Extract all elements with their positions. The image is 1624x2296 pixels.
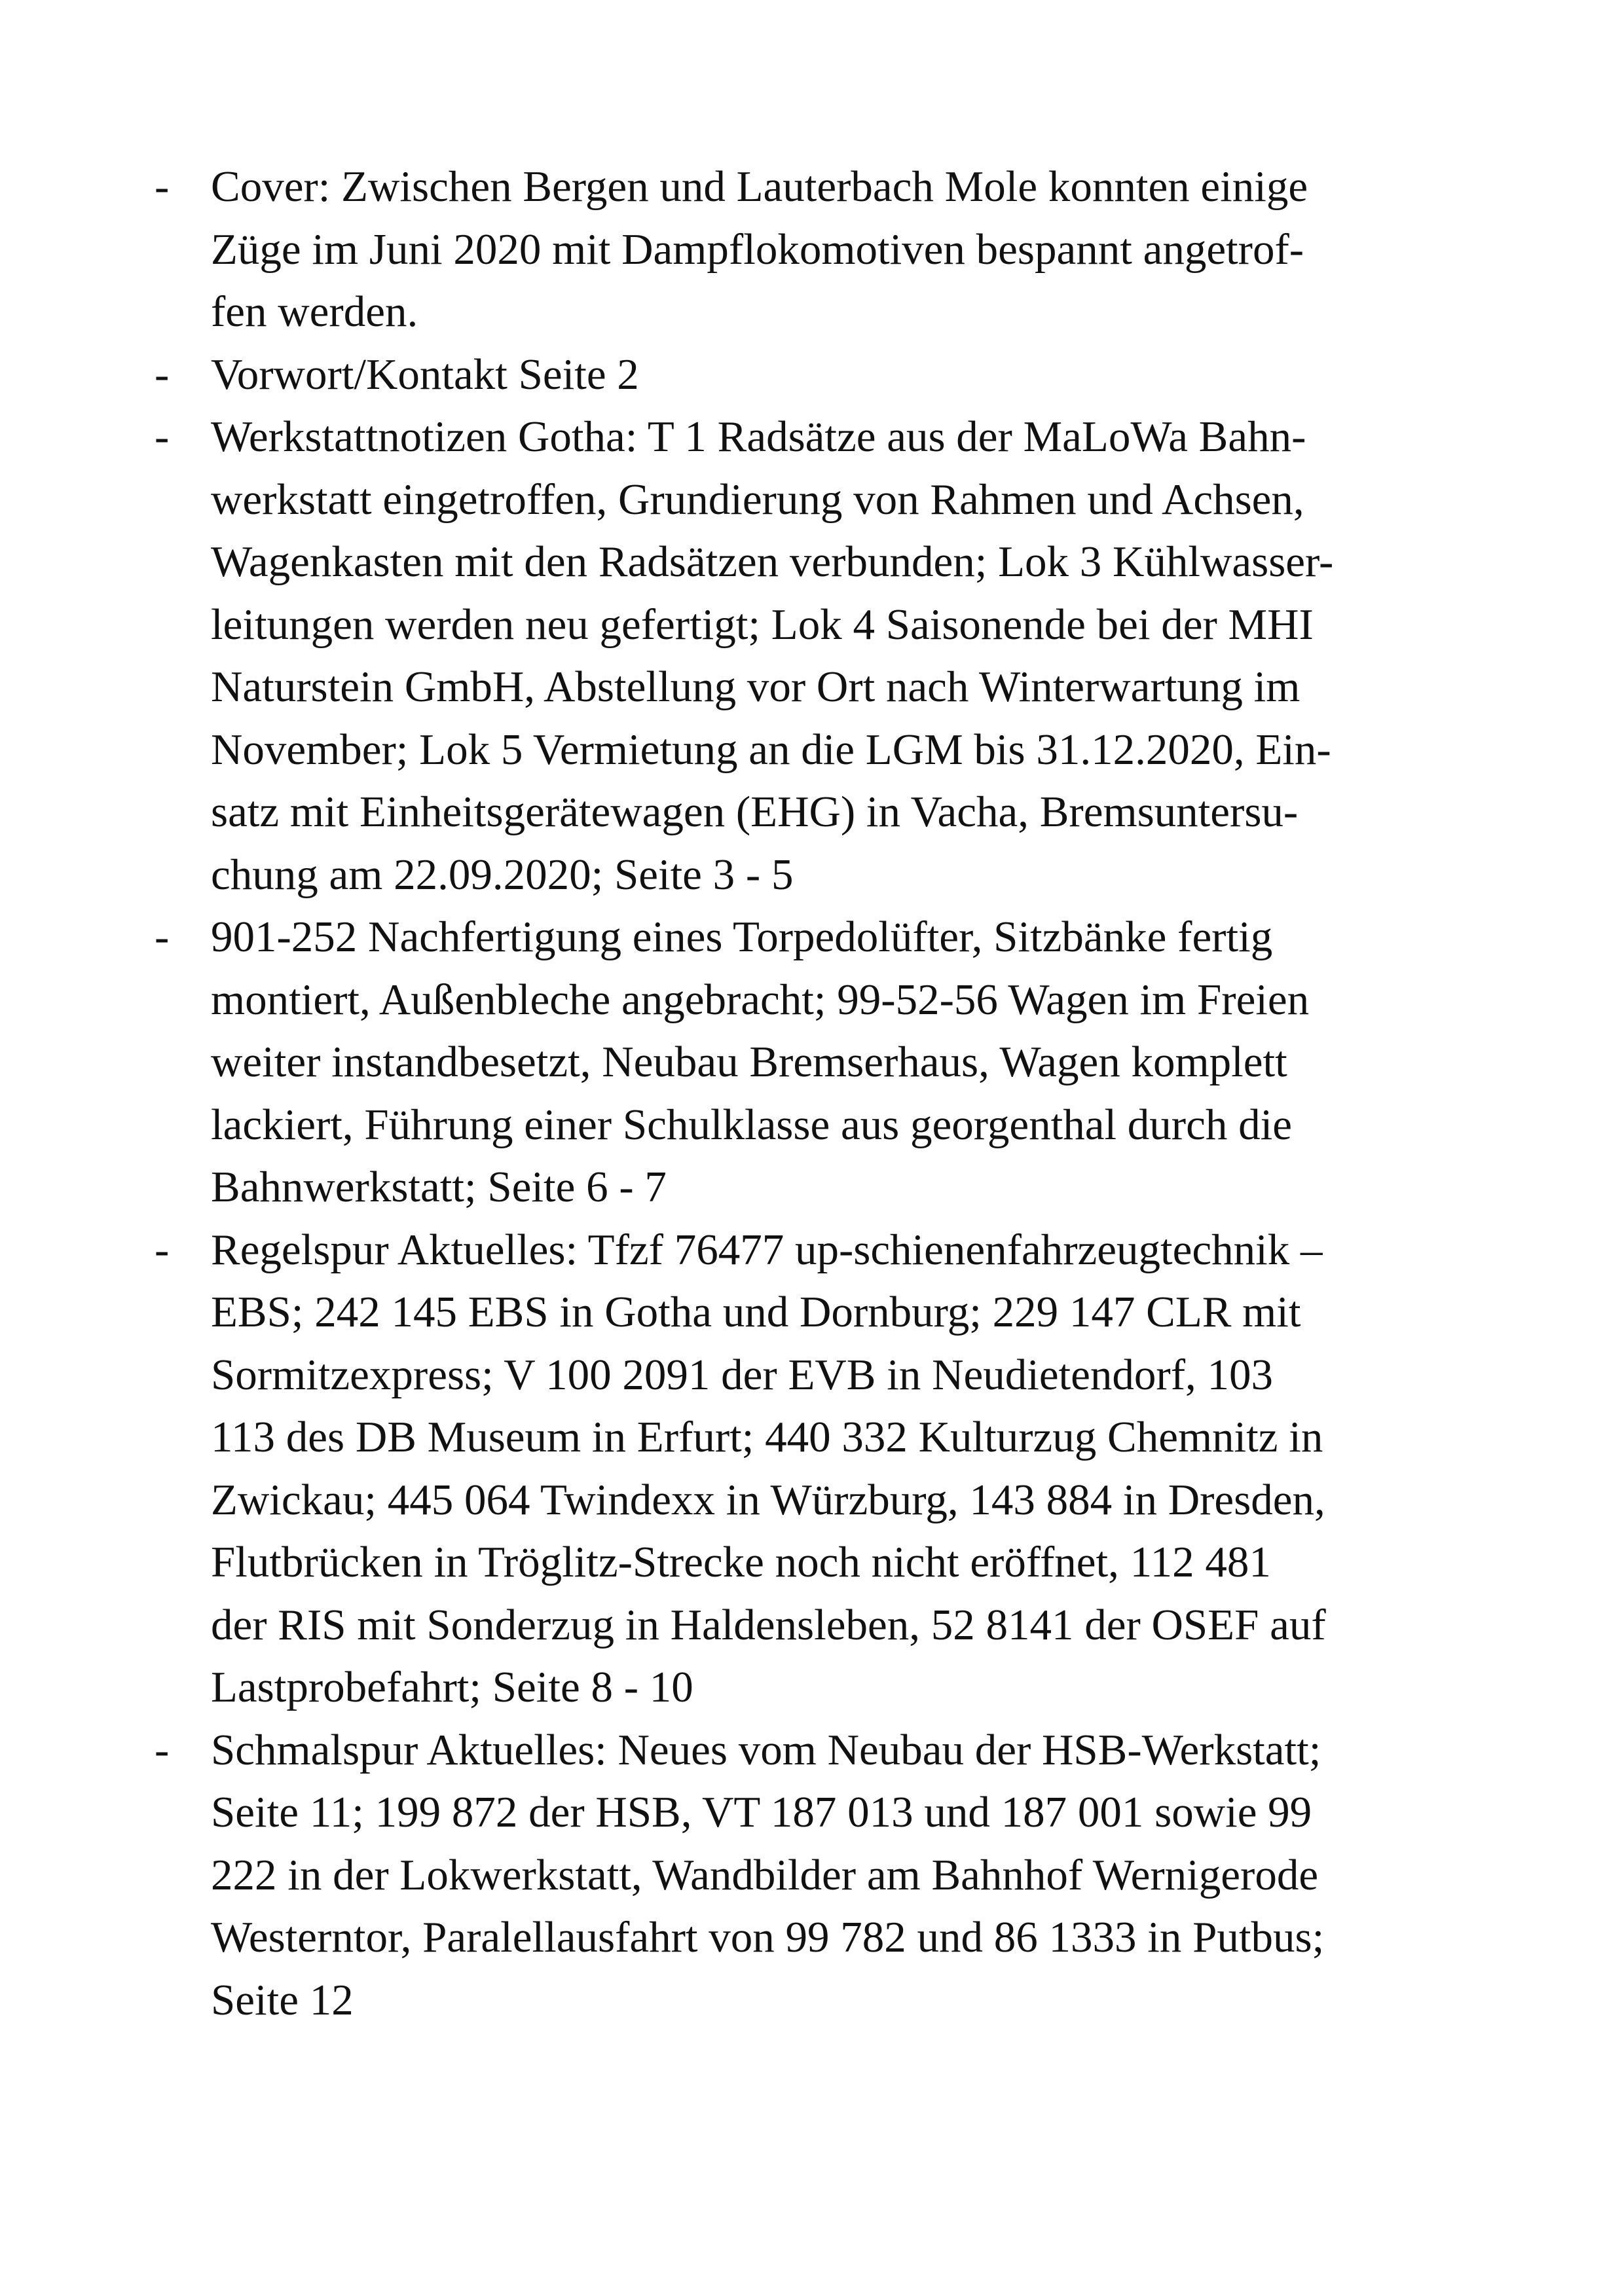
- bullet-dash: -: [155, 1725, 170, 1774]
- list-item: [155, 344, 1493, 407]
- contents-list: [155, 156, 1493, 2032]
- entry-text-cover: Cover: Zwischen Bergen und Lauterbach Mole konnten einige Züge im Juni 2020 mit Dampflokomotiven bespannt angetrof- fen werden.: [211, 162, 1308, 336]
- entry-text-wagen: 901-252 Nachfertigung eines Torpedolüfter, Sitzbänke fertig montiert, Außenbleche angebracht; 99-52-56 Wagen im Freien weiter instandbesetzt, Neubau Bremserhaus, Wagen komplett lackiert, Führung einer Schulklasse aus georgenthal durch die Bahnwerkstatt; Seite 6 - 7: [211, 913, 1310, 1211]
- list-item: [155, 406, 1493, 906]
- bullet-dash: -: [155, 162, 170, 211]
- entry-text-werkstattnotizen: Werkstattnotizen Gotha: T 1 Radsätze aus der MaLoWa Bahn- werkstatt eingetroffen, Grundierung von Rahmen und Achsen, Wagenkasten mit den Radsätzen verbunden; Lok 3 Kühlwasser- leitungen werden neu gefertigt; Lok 4 Saisonende bei der MHI Naturstein GmbH, Abstellung vor Ort nach Winterwartung im November; Lok 5 Vermietung an die LGM bis 31.12.2020, Ein- satz mit Einheitsgerätewagen (EHG) in Vacha, Bremsuntersu- chung am 22.09.2020; Seite 3 - 5: [211, 412, 1334, 899]
- entry-text-schmalspur: Schmalspur Aktuelles: Neues vom Neubau der HSB-Werkstatt; Seite 11; 199 872 der HSB, VT 187 013 und 187 001 sowie 99 222 in der Lokwerkstatt, Wandbilder am Bahnhof Wernigerode Westerntor, Paralellausfahrt von 99 782 und 86 1333 in Putbus; Seite 12: [211, 1725, 1325, 2024]
- bullet-dash: -: [155, 412, 170, 461]
- bullet-dash: -: [155, 1225, 170, 1274]
- bullet-dash: -: [155, 350, 170, 399]
- list-item: [155, 1719, 1493, 2032]
- list-item: [155, 156, 1493, 344]
- list-item: [155, 906, 1493, 1219]
- entry-text-regelspur: Regelspur Aktuelles: Tfzf 76477 up-schienenfahrzeugtechnik – EBS; 242 145 EBS in Gotha und Dornburg; 229 147 CLR mit Sormitzexpress; V 100 2091 der EVB in Neudietendorf, 103 113 des DB Museum in Erfurt; 440 332 Kulturzug Chemnitz in Zwickau; 445 064 Twindexx in Würzburg, 143 884 in Dresden, Flutbrücken in Tröglitz-Strecke noch nicht eröffnet, 112 481 der RIS mit Sonderzug in Haldensleben, 52 8141 der OSEF auf Lastprobefahrt; Seite 8 - 10: [211, 1225, 1326, 1711]
- list-item: [155, 1219, 1493, 1719]
- entry-text-vorwort: Vorwort/Kontakt Seite 2: [211, 350, 639, 399]
- bullet-dash: -: [155, 913, 170, 961]
